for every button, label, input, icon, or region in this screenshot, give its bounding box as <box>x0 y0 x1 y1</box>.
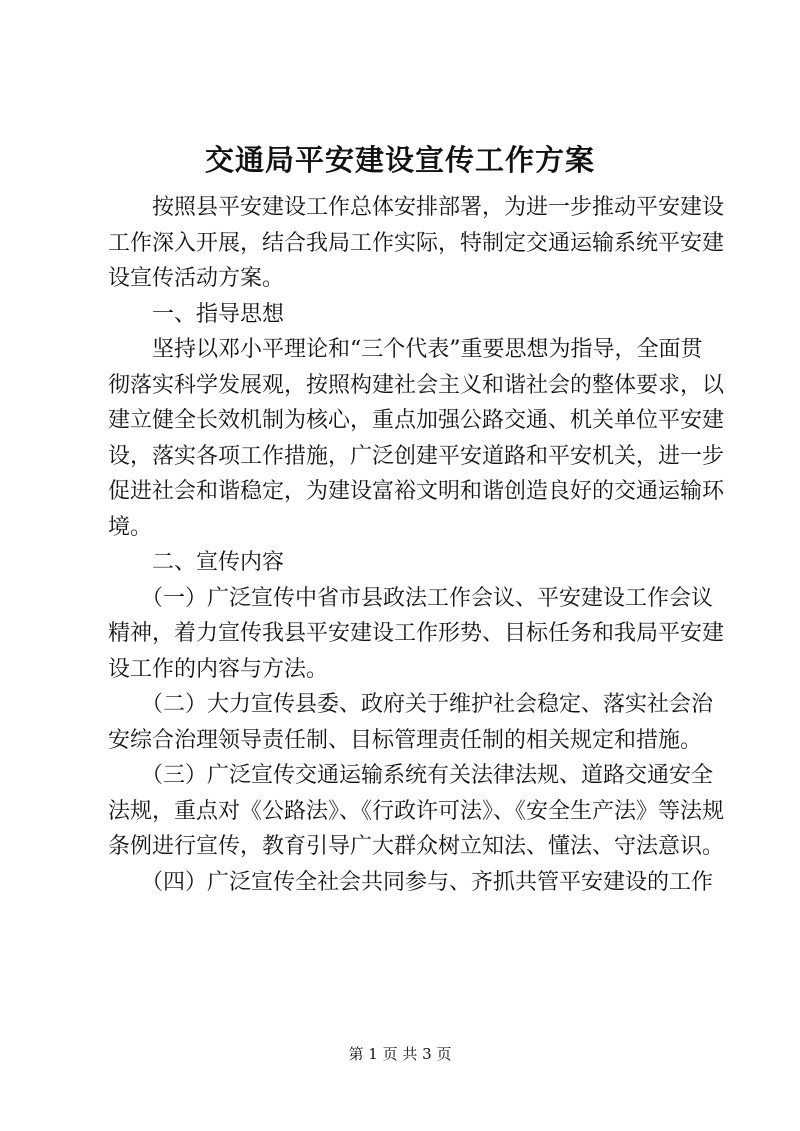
body-line: （一）广泛宣传中省市县政法工作会议、平安建设工作会议 <box>108 585 714 611</box>
body-line: 境。 <box>108 514 153 540</box>
document-title: 交通局平安建设宣传工作方案 <box>204 143 595 177</box>
body-line: 设，落实各项工作措施，广泛创建平安道路和平安机关，进一步 <box>108 443 725 469</box>
section-heading: 一、指导思想 <box>108 301 285 327</box>
body-line: 建立健全长效机制为核心，重点加强公路交通、机关单位平安建 <box>108 408 725 433</box>
document-body <box>108 190 725 900</box>
section-heading: 二、宣传内容 <box>108 550 285 575</box>
body-line: 设工作的内容与方法。 <box>108 656 329 682</box>
body-line: 工作深入开展，结合我局工作实际，特制定交通运输系统平安建 <box>108 230 725 256</box>
body-line: 设宣传活动方案。 <box>108 266 285 291</box>
body-line: （二）大力宣传县委、政府关于维护社会稳定、落实社会治 <box>108 692 714 717</box>
body-line: （四）广泛宣传全社会共同参与、齐抓共管平安建设的工作 <box>108 869 714 895</box>
body-line: 安综合治理领导责任制、目标管理责任制的相关规定和措施。 <box>108 727 703 753</box>
body-line: 精神，着力宣传我县平安建设工作形势、目标任务和我局平安建 <box>108 621 725 646</box>
body-line: （三）广泛宣传交通运输系统有关法律法规、道路交通安全 <box>108 763 714 788</box>
body-line: 坚持以邓小平理论和“三个代表”重要思想为指导，全面贯 <box>108 337 703 362</box>
page-footer: 第 1 页 共 3 页 <box>348 1045 452 1063</box>
body-line: 彻落实科学发展观，按照构建社会主义和谐社会的整体要求，以 <box>108 372 725 398</box>
body-line: 法规，重点对《公路法》、《行政许可法》、《安全生产法》等法规 <box>108 798 725 824</box>
body-line: 促进社会和谐稳定，为建设富裕文明和谐创造良好的交通运输环 <box>108 479 725 504</box>
body-line: 按照县平安建设工作总体安排部署，为进一步推动平安建设 <box>108 195 725 220</box>
body-line: 条例进行宣传，教育引导广大群众树立知法、懂法、守法意识。 <box>108 834 725 859</box>
